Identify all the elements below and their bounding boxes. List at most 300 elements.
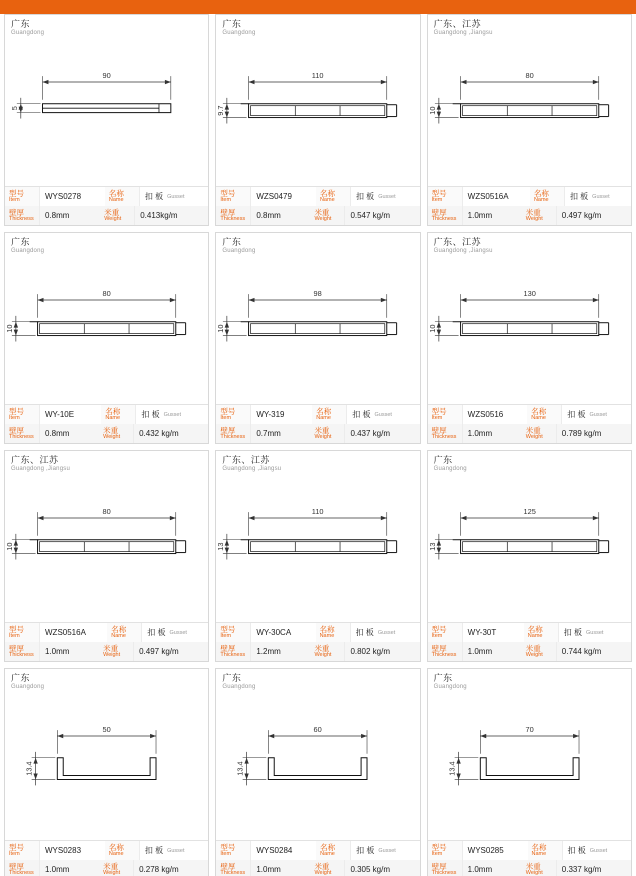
region-name-en: Guangdong bbox=[11, 684, 45, 691]
name-value bbox=[141, 623, 208, 642]
thickness-label-cn: 壁厚 bbox=[220, 207, 236, 217]
thickness-label-en: Thickness bbox=[431, 433, 457, 440]
item-label bbox=[428, 841, 462, 860]
name-label bbox=[316, 623, 350, 642]
spec-table bbox=[216, 404, 419, 443]
spec-row-item bbox=[5, 405, 208, 424]
profile-card bbox=[215, 668, 420, 876]
region-name-en: Guangdong bbox=[222, 30, 256, 37]
item-label-cn: 型号 bbox=[220, 188, 236, 198]
region-block bbox=[216, 233, 419, 255]
item-label-en: Item bbox=[9, 196, 20, 203]
thickness-value: 1.0mm bbox=[39, 642, 99, 661]
name-label-cn: 名称 bbox=[319, 624, 335, 634]
item-label bbox=[216, 187, 250, 206]
name-value-cn: 扣 板 bbox=[356, 846, 375, 855]
spec-table bbox=[5, 622, 208, 661]
spec-table bbox=[5, 186, 208, 225]
weight-label bbox=[522, 424, 556, 443]
item-label-en: Item bbox=[9, 414, 20, 421]
name-label bbox=[105, 841, 139, 860]
thickness-label-cn: 壁厚 bbox=[9, 643, 24, 653]
item-value: WY-30CA bbox=[250, 623, 315, 642]
region-name-cn: 广东、江苏 bbox=[433, 237, 482, 247]
thickness-value: 1.0mm bbox=[462, 206, 522, 225]
name-value bbox=[139, 187, 208, 206]
spec-row-item bbox=[216, 405, 419, 424]
weight-value: 0.437 kg/m bbox=[344, 424, 419, 443]
region-block bbox=[216, 669, 419, 691]
thickness-label bbox=[428, 860, 462, 876]
name-value-en: Gusset bbox=[374, 411, 392, 418]
spec-table bbox=[216, 840, 419, 876]
svg-text:10: 10 bbox=[216, 324, 226, 333]
thickness-value: 1.0mm bbox=[250, 860, 310, 876]
name-value-cn: 扣 板 bbox=[355, 192, 375, 201]
thickness-value: 1.2mm bbox=[250, 642, 310, 661]
thickness-label bbox=[216, 860, 250, 876]
svg-text:10: 10 bbox=[427, 106, 437, 115]
name-label bbox=[316, 187, 350, 206]
name-value bbox=[561, 405, 631, 424]
thickness-label-en: Thickness bbox=[431, 651, 457, 658]
profile-drawing bbox=[428, 37, 631, 186]
thickness-value: 0.7mm bbox=[250, 424, 310, 443]
profile-card bbox=[215, 14, 420, 226]
thickness-label bbox=[5, 424, 39, 443]
item-label-en: Item bbox=[220, 196, 232, 203]
svg-text:110: 110 bbox=[312, 70, 324, 80]
item-value: WY-319 bbox=[250, 405, 312, 424]
weight-value: 0.278 kg/m bbox=[133, 860, 208, 876]
name-value-en: Gusset bbox=[169, 629, 187, 636]
name-label-cn: 名称 bbox=[531, 406, 547, 416]
spec-table bbox=[5, 404, 208, 443]
region-block bbox=[428, 669, 631, 691]
region-block bbox=[5, 669, 208, 691]
profile-card bbox=[4, 14, 209, 226]
profile-drawing bbox=[5, 37, 208, 186]
region-name-en: Guangdong ,Jiangsu bbox=[433, 248, 493, 255]
item-label bbox=[5, 841, 39, 860]
name-value-en: Gusset bbox=[592, 193, 610, 200]
spec-row-item bbox=[5, 187, 208, 206]
profile-card bbox=[4, 232, 209, 444]
spec-table bbox=[216, 186, 419, 225]
weight-label bbox=[522, 206, 556, 225]
thickness-label-cn: 壁厚 bbox=[431, 643, 447, 653]
svg-text:80: 80 bbox=[525, 70, 534, 80]
region-name-en: Guangdong bbox=[222, 248, 256, 255]
item-label bbox=[216, 405, 250, 424]
thickness-label-cn: 壁厚 bbox=[431, 207, 447, 217]
weight-label-cn: 米重 bbox=[314, 425, 330, 435]
profile-card bbox=[215, 450, 420, 662]
name-value-cn: 扣 板 bbox=[147, 628, 166, 637]
item-value: WYS0278 bbox=[39, 187, 105, 206]
profile-card bbox=[427, 450, 632, 662]
name-label bbox=[524, 623, 558, 642]
item-value: WZS0516A bbox=[462, 187, 530, 206]
svg-text:9.7: 9.7 bbox=[216, 105, 226, 116]
item-label-en: Item bbox=[220, 850, 232, 857]
thickness-label-en: Thickness bbox=[220, 215, 246, 222]
item-label-cn: 型号 bbox=[9, 406, 24, 416]
thickness-label bbox=[216, 424, 250, 443]
spec-row-item bbox=[5, 623, 208, 642]
weight-label-cn: 米重 bbox=[525, 425, 541, 435]
weight-label bbox=[99, 860, 133, 876]
svg-text:10: 10 bbox=[5, 542, 14, 551]
item-value: WY-10E bbox=[39, 405, 101, 424]
thickness-value: 1.0mm bbox=[462, 424, 522, 443]
name-value-cn: 扣 板 bbox=[567, 846, 586, 855]
item-label-cn: 型号 bbox=[431, 406, 447, 416]
spec-row-thickness bbox=[216, 642, 419, 661]
spec-row-thickness bbox=[216, 424, 419, 443]
item-label bbox=[428, 405, 462, 424]
name-label-cn: 名称 bbox=[527, 624, 543, 634]
thickness-label-en: Thickness bbox=[220, 651, 246, 658]
weight-value: 0.744 kg/m bbox=[556, 642, 631, 661]
profile-card bbox=[215, 232, 420, 444]
name-value-en: Gusset bbox=[167, 847, 185, 854]
item-label-en: Item bbox=[431, 196, 443, 203]
name-value bbox=[346, 405, 419, 424]
weight-label-cn: 米重 bbox=[104, 207, 120, 217]
name-value bbox=[562, 841, 631, 860]
spec-row-item bbox=[428, 623, 631, 642]
name-value bbox=[558, 623, 631, 642]
region-name-en: Guangdong bbox=[222, 684, 256, 691]
profile-card bbox=[427, 668, 632, 876]
region-name-en: Guangdong bbox=[433, 466, 467, 473]
weight-label-cn: 米重 bbox=[525, 861, 541, 871]
weight-label-en: Weight bbox=[314, 433, 332, 440]
svg-text:90: 90 bbox=[102, 70, 111, 80]
name-label bbox=[527, 405, 561, 424]
thickness-label bbox=[5, 206, 39, 225]
item-label bbox=[216, 841, 250, 860]
svg-text:13.4: 13.4 bbox=[24, 761, 34, 776]
weight-label-cn: 米重 bbox=[314, 207, 330, 217]
weight-value: 0.802 kg/m bbox=[344, 642, 419, 661]
item-label bbox=[216, 623, 250, 642]
item-label-en: Item bbox=[220, 632, 232, 639]
name-value-cn: 扣 板 bbox=[569, 192, 589, 201]
name-label-cn: 名称 bbox=[105, 406, 121, 416]
thickness-value: 1.0mm bbox=[462, 642, 522, 661]
name-value-en: Gusset bbox=[589, 411, 607, 418]
item-label-en: Item bbox=[431, 850, 443, 857]
spec-row-thickness bbox=[428, 424, 631, 443]
thickness-label-en: Thickness bbox=[9, 869, 34, 876]
spec-row-thickness bbox=[428, 860, 631, 876]
name-value bbox=[139, 841, 208, 860]
weight-label-cn: 米重 bbox=[525, 643, 541, 653]
name-label-en: Name bbox=[108, 196, 124, 203]
svg-text:70: 70 bbox=[525, 724, 534, 734]
item-label-cn: 型号 bbox=[220, 624, 236, 634]
region-block bbox=[428, 233, 631, 255]
region-name-cn: 广东 bbox=[11, 237, 31, 247]
spec-row-thickness bbox=[428, 206, 631, 225]
thickness-label-cn: 壁厚 bbox=[9, 861, 24, 871]
weight-label bbox=[522, 860, 556, 876]
thickness-label-cn: 壁厚 bbox=[220, 425, 236, 435]
region-block bbox=[216, 451, 419, 473]
name-label-en: Name bbox=[111, 632, 126, 639]
thickness-label-cn: 壁厚 bbox=[431, 861, 447, 871]
item-value: WYS0283 bbox=[39, 841, 105, 860]
name-value-en: Gusset bbox=[377, 629, 396, 636]
name-label-en: Name bbox=[320, 850, 335, 857]
weight-label-cn: 米重 bbox=[103, 425, 119, 435]
svg-text:98: 98 bbox=[313, 288, 323, 298]
name-value bbox=[135, 405, 208, 424]
name-label bbox=[528, 841, 562, 860]
spec-row-item bbox=[428, 187, 631, 206]
item-label bbox=[5, 187, 39, 206]
svg-text:5: 5 bbox=[9, 105, 19, 110]
name-label-en: Name bbox=[108, 850, 124, 857]
item-value: WZS0479 bbox=[250, 187, 316, 206]
item-label-en: Item bbox=[431, 414, 443, 421]
item-label-cn: 型号 bbox=[431, 624, 447, 634]
name-label bbox=[105, 187, 139, 206]
profile-drawing bbox=[5, 691, 208, 840]
item-label-en: Item bbox=[220, 414, 232, 421]
profile-drawing bbox=[216, 37, 419, 186]
spec-row-item bbox=[428, 841, 631, 860]
item-label-cn: 型号 bbox=[9, 842, 24, 852]
name-label-cn: 名称 bbox=[108, 188, 124, 198]
name-label-cn: 名称 bbox=[320, 842, 336, 852]
name-value-cn: 扣 板 bbox=[567, 410, 586, 419]
svg-text:80: 80 bbox=[102, 288, 111, 298]
name-label-en: Name bbox=[533, 196, 549, 203]
weight-value: 0.305 kg/m bbox=[344, 860, 419, 876]
thickness-label bbox=[5, 642, 39, 661]
weight-label-cn: 米重 bbox=[103, 643, 119, 653]
weight-label bbox=[99, 424, 133, 443]
region-name-en: Guangdong bbox=[11, 30, 45, 37]
thickness-label-en: Thickness bbox=[220, 869, 246, 876]
spec-table bbox=[428, 622, 631, 661]
thickness-label bbox=[428, 424, 462, 443]
weight-value: 0.497 kg/m bbox=[133, 642, 208, 661]
thickness-label-cn: 壁厚 bbox=[220, 861, 236, 871]
weight-label bbox=[522, 642, 556, 661]
item-value: WZS0516A bbox=[39, 623, 107, 642]
name-label bbox=[107, 623, 141, 642]
item-value: WYS0285 bbox=[462, 841, 528, 860]
region-name-cn: 广东 bbox=[222, 673, 242, 683]
weight-label-en: Weight bbox=[525, 433, 543, 440]
profile-card bbox=[4, 668, 209, 876]
weight-label-en: Weight bbox=[104, 215, 122, 222]
weight-label-en: Weight bbox=[314, 215, 332, 222]
spec-row-item bbox=[216, 623, 419, 642]
region-name-cn: 广东、江苏 bbox=[11, 455, 59, 465]
profile-drawing bbox=[428, 691, 631, 840]
profile-card bbox=[427, 232, 632, 444]
weight-label-en: Weight bbox=[525, 215, 543, 222]
thickness-label-en: Thickness bbox=[431, 215, 457, 222]
item-label bbox=[5, 623, 39, 642]
item-value: WZS0516 bbox=[462, 405, 528, 424]
name-label bbox=[530, 187, 564, 206]
region-name-cn: 广东 bbox=[11, 19, 31, 29]
spec-row-thickness bbox=[5, 860, 208, 876]
name-label-en: Name bbox=[319, 632, 335, 639]
region-name-en: Guangdong bbox=[433, 684, 467, 691]
item-label-cn: 型号 bbox=[9, 188, 24, 198]
thickness-label-en: Thickness bbox=[9, 433, 34, 440]
spec-row-thickness bbox=[5, 424, 208, 443]
name-label-cn: 名称 bbox=[533, 188, 549, 198]
profile-card bbox=[4, 450, 209, 662]
thickness-label-en: Thickness bbox=[9, 215, 34, 222]
spec-row-item bbox=[216, 187, 419, 206]
name-label-en: Name bbox=[319, 196, 335, 203]
svg-text:125: 125 bbox=[523, 506, 536, 516]
region-name-cn: 广东 bbox=[222, 19, 242, 29]
weight-value: 0.337 kg/m bbox=[556, 860, 631, 876]
profile-drawing bbox=[428, 255, 631, 404]
name-label bbox=[316, 841, 350, 860]
spec-row-item bbox=[216, 841, 419, 860]
weight-label bbox=[99, 642, 133, 661]
item-label bbox=[428, 623, 462, 642]
weight-label-cn: 米重 bbox=[314, 861, 330, 871]
name-label-cn: 名称 bbox=[316, 406, 332, 416]
name-label-en: Name bbox=[531, 414, 546, 421]
svg-text:13.4: 13.4 bbox=[235, 761, 245, 776]
name-label bbox=[101, 405, 135, 424]
profile-drawing bbox=[216, 473, 419, 622]
weight-value: 0.413kg/m bbox=[134, 206, 208, 225]
region-block bbox=[5, 233, 208, 255]
spec-table bbox=[216, 622, 419, 661]
region-block bbox=[428, 451, 631, 473]
svg-text:60: 60 bbox=[313, 724, 323, 734]
profile-drawing bbox=[216, 255, 419, 404]
region-name-cn: 广东 bbox=[222, 237, 242, 247]
item-label-cn: 型号 bbox=[431, 842, 447, 852]
svg-text:130: 130 bbox=[523, 288, 536, 298]
svg-text:13: 13 bbox=[216, 542, 226, 551]
item-label-en: Item bbox=[431, 632, 443, 639]
name-label-en: Name bbox=[527, 632, 543, 639]
region-name-en: Guangdong ,Jiangsu bbox=[433, 30, 493, 37]
name-value bbox=[350, 623, 420, 642]
weight-label bbox=[100, 206, 134, 225]
weight-label-en: Weight bbox=[103, 433, 121, 440]
profile-card bbox=[427, 14, 632, 226]
thickness-label-cn: 壁厚 bbox=[431, 425, 447, 435]
weight-label bbox=[310, 424, 344, 443]
region-name-cn: 广东 bbox=[433, 455, 453, 465]
weight-value: 0.497 kg/m bbox=[556, 206, 631, 225]
spec-row-thickness bbox=[5, 206, 208, 225]
name-value-cn: 扣 板 bbox=[352, 410, 371, 419]
region-name-cn: 广东 bbox=[433, 673, 453, 683]
name-value bbox=[564, 187, 631, 206]
name-value-cn: 扣 板 bbox=[144, 192, 164, 201]
spec-row-item bbox=[5, 841, 208, 860]
thickness-label bbox=[216, 206, 250, 225]
region-block bbox=[5, 15, 208, 37]
item-label bbox=[428, 187, 462, 206]
region-block bbox=[428, 15, 631, 37]
thickness-label-en: Thickness bbox=[431, 869, 457, 876]
weight-label bbox=[310, 860, 344, 876]
name-value-en: Gusset bbox=[586, 629, 604, 636]
region-name-cn: 广东 bbox=[11, 673, 31, 683]
name-label-en: Name bbox=[531, 850, 547, 857]
spec-table bbox=[428, 404, 631, 443]
name-value bbox=[350, 841, 419, 860]
name-value-cn: 扣 板 bbox=[141, 410, 160, 419]
thickness-label-en: Thickness bbox=[220, 433, 246, 440]
name-value-cn: 扣 板 bbox=[563, 628, 583, 637]
region-block bbox=[5, 451, 208, 473]
name-value bbox=[350, 187, 420, 206]
spec-table bbox=[428, 840, 631, 876]
name-value-cn: 扣 板 bbox=[144, 846, 164, 855]
profile-drawing bbox=[5, 255, 208, 404]
name-label-en: Name bbox=[316, 414, 331, 421]
thickness-label-en: Thickness bbox=[9, 651, 34, 658]
svg-text:13.4: 13.4 bbox=[447, 761, 457, 776]
svg-text:13: 13 bbox=[427, 542, 437, 551]
name-label-cn: 名称 bbox=[111, 624, 127, 634]
weight-value: 0.789 kg/m bbox=[556, 424, 631, 443]
item-label-cn: 型号 bbox=[220, 406, 236, 416]
name-label-en: Name bbox=[105, 414, 121, 421]
item-label-cn: 型号 bbox=[9, 624, 24, 634]
profile-drawing bbox=[216, 691, 419, 840]
weight-value: 0.547 kg/m bbox=[344, 206, 419, 225]
thickness-label-cn: 壁厚 bbox=[220, 643, 236, 653]
svg-text:110: 110 bbox=[312, 506, 324, 516]
thickness-value: 0.8mm bbox=[39, 206, 100, 225]
thickness-label bbox=[428, 206, 462, 225]
spec-row-thickness bbox=[216, 206, 419, 225]
item-label-en: Item bbox=[9, 850, 20, 857]
name-label-cn: 名称 bbox=[108, 842, 124, 852]
svg-text:80: 80 bbox=[102, 506, 111, 516]
thickness-label-cn: 壁厚 bbox=[9, 207, 24, 217]
region-block bbox=[216, 15, 419, 37]
spec-row-thickness bbox=[5, 642, 208, 661]
weight-label-en: Weight bbox=[103, 651, 121, 658]
weight-label-en: Weight bbox=[525, 651, 543, 658]
weight-label bbox=[310, 642, 344, 661]
weight-label-en: Weight bbox=[314, 869, 332, 876]
thickness-label-cn: 壁厚 bbox=[9, 425, 24, 435]
profile-card-grid bbox=[0, 14, 636, 876]
region-name-en: Guangdong ,Jiangsu bbox=[222, 466, 282, 473]
thickness-value: 1.0mm bbox=[39, 860, 99, 876]
thickness-label bbox=[5, 860, 39, 876]
svg-text:50: 50 bbox=[102, 724, 111, 734]
item-label-cn: 型号 bbox=[431, 188, 447, 198]
region-name-cn: 广东、江苏 bbox=[222, 455, 270, 465]
name-value-cn: 扣 板 bbox=[355, 628, 374, 637]
item-label-en: Item bbox=[9, 632, 20, 639]
